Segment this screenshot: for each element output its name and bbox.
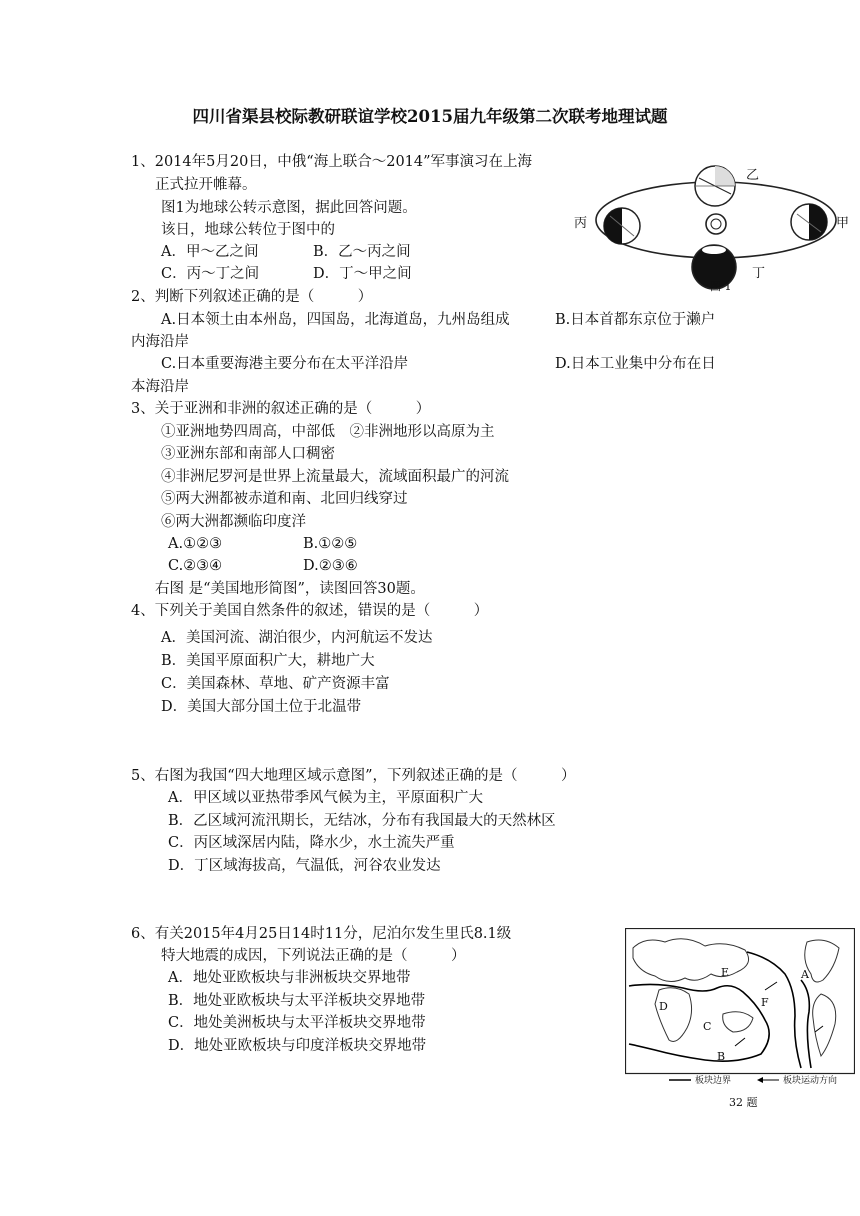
plate-label-d: D xyxy=(659,1000,668,1013)
q1-stem-line4: 该日，地球公转位于图中的 xyxy=(161,222,335,238)
q5-option-a[interactable]: A．甲区域以亚热带季风气候为主，平原面积广大 xyxy=(168,790,483,806)
sun-icon xyxy=(706,214,726,234)
q3-option-c[interactable]: C.②③④ xyxy=(168,558,223,574)
q1-option-a[interactable]: A．甲～乙之间 xyxy=(161,244,259,260)
q5-option-d[interactable]: D．丁区域海拔高，气温低，河谷农业发达 xyxy=(168,858,441,874)
earth-bing-icon xyxy=(604,208,640,244)
q2-option-d[interactable]: D.日本工业集中分布在日 xyxy=(555,356,716,372)
earth-yi-icon xyxy=(695,166,735,206)
q3-option-a[interactable]: A.①②③ xyxy=(168,536,223,552)
legend-motion-label: 板块运动方向 xyxy=(783,1076,838,1086)
q1-option-d[interactable]: D．丁～甲之间 xyxy=(313,266,412,282)
q5-stem: 5、右图为我国“四大地理区域示意图”，下列叙述正确的是（ ） xyxy=(131,768,576,784)
plate-figure-caption: 32 题 xyxy=(729,1096,758,1109)
q1-stem-line2: 正式拉开帷幕。 xyxy=(155,177,257,193)
q2-option-d-cont: 本海沿岸 xyxy=(131,379,189,395)
q3-note: 右图 是“美国地形简图”，读图回答30题。 xyxy=(155,581,425,597)
figure1-label-yi: 乙 xyxy=(746,168,760,183)
q6-option-b[interactable]: B．地处亚欧板块与太平洋板块交界地带 xyxy=(168,993,426,1009)
plate-label-b: B xyxy=(717,1050,726,1063)
q6-stem-line2: 特大地震的成因，下列说法正确的是（ ） xyxy=(161,948,466,964)
q4-option-a[interactable]: A．美国河流、湖泊很少，内河航运不发达 xyxy=(161,630,433,646)
q1-option-c[interactable]: C．丙～丁之间 xyxy=(161,266,260,282)
q2-option-b-cont: 内海沿岸 xyxy=(131,334,189,350)
q1-stem-line1: 1、2014年5月20日，中俄“海上联合～2014”军事演习在上海 xyxy=(131,154,533,170)
q5-option-b[interactable]: B．乙区域河流汛期长，无结冰，分布有我国最大的天然林区 xyxy=(168,813,556,829)
figure1-label-bing: 丙 xyxy=(574,216,588,231)
q2-option-b[interactable]: B.日本首都东京位于濑户 xyxy=(555,312,716,328)
q6-option-a[interactable]: A．地处亚欧板块与非洲板块交界地带 xyxy=(168,970,411,986)
q5-option-c[interactable]: C．丙区域深居内陆，降水少，水土流失严重 xyxy=(168,835,455,851)
q3-item-5: ⑤两大洲都被赤道和南、北回归线穿过 xyxy=(161,491,408,507)
q6-stem-line1: 6、有关2015年4月25日14时11分，尼泊尔发生里氏8.1级 xyxy=(131,926,512,942)
earth-orbit-diagram xyxy=(568,158,854,294)
figure1-label-jia: 甲 xyxy=(836,216,850,231)
figure1-caption: 图 1 xyxy=(710,280,732,293)
q2-option-c[interactable]: C.日本重要海港主要分布在太平洋沿岸 xyxy=(161,356,409,372)
plate-label-e: E xyxy=(721,966,730,979)
q1-stem-line3: 图1为地球公转示意图，据此回答问题。 xyxy=(161,200,417,216)
q3-item-3: ③亚洲东部和南部人口稠密 xyxy=(161,446,335,462)
legend-boundary-label: 板块边界 xyxy=(695,1076,732,1086)
q4-option-b[interactable]: B．美国平原面积广大，耕地广大 xyxy=(161,653,375,669)
legend-boundary-icon xyxy=(669,1076,693,1084)
q3-stem: 3、关于亚洲和非洲的叙述正确的是（ ） xyxy=(131,401,431,417)
q2-option-a[interactable]: A.日本领土由本州岛，四国岛，北海道岛，九州岛组成 xyxy=(161,312,510,328)
q2-stem: 2、判断下列叙述正确的是（ ） xyxy=(131,289,373,305)
plate-tectonics-figure xyxy=(625,928,855,1108)
plate-label-c: C xyxy=(703,1020,712,1033)
legend-arrow-icon xyxy=(757,1076,781,1084)
q4-option-d[interactable]: D．美国大部分国土位于北温带 xyxy=(161,699,362,715)
q6-option-d[interactable]: D．地处亚欧板块与印度洋板块交界地带 xyxy=(168,1038,427,1054)
q3-option-b[interactable]: B.①②⑤ xyxy=(303,536,358,552)
q3-item-1-2: ①亚洲地势四周高，中部低 ②非洲地形以高原为主 xyxy=(161,424,495,440)
figure1-label-ding: 丁 xyxy=(752,266,766,281)
q3-option-d[interactable]: D.②③⑥ xyxy=(303,558,358,574)
q4-option-c[interactable]: C．美国森林、草地、矿产资源丰富 xyxy=(161,676,390,692)
plate-label-a: A xyxy=(801,968,809,981)
earth-jia-icon xyxy=(791,204,827,240)
q1-option-b[interactable]: B．乙～丙之间 xyxy=(313,244,411,260)
page-title: 四川省渠县校际教研联谊学校2015届九年级第二次联考地理试题 xyxy=(192,107,668,126)
q3-item-4: ④非洲尼罗河是世界上流量最大，流域面积最广的河流 xyxy=(161,469,509,485)
q4-stem: 4、下列关于美国自然条件的叙述，错误的是（ ） xyxy=(131,603,489,619)
q6-option-c[interactable]: C．地处美洲板块与太平洋板块交界地带 xyxy=(168,1015,426,1031)
earth-revolution-figure xyxy=(568,158,854,294)
q3-item-6: ⑥两大洲都濒临印度洋 xyxy=(161,514,306,530)
plate-label-f: F xyxy=(761,996,769,1009)
